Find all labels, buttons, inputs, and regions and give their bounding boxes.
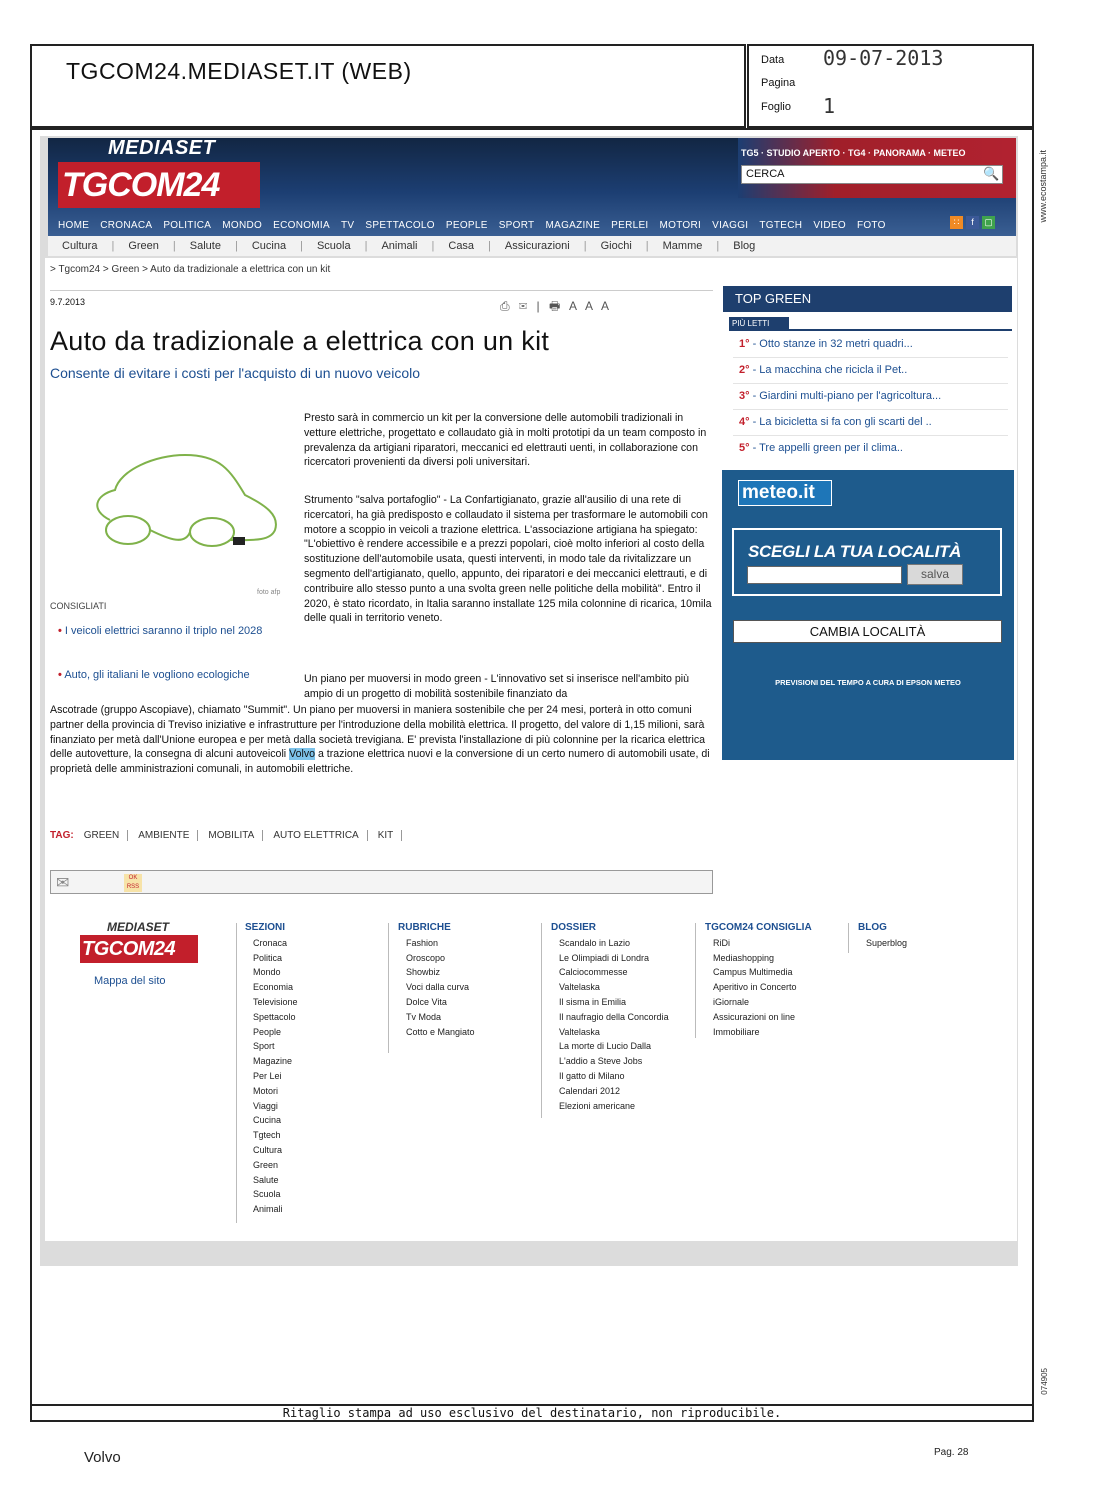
divider [50,290,713,291]
footer-link[interactable]: Elezioni americane [559,1100,636,1111]
footer-link[interactable]: Oroscopo [406,952,446,963]
divider [236,923,237,1223]
divider [733,383,1008,384]
footer-link[interactable]: Voci dalla curva [406,982,470,993]
footer-col-consiglia [705,921,812,1039]
data-label: Data [761,54,785,66]
tag-link[interactable]: MOBILITA [208,830,263,841]
pagina-label: Pagina [761,77,796,89]
meteo-title: SCEGLI LA TUA LOCALITÀ [748,542,962,561]
subnav-item[interactable]: Assicurazioni [504,240,570,252]
subnav-item[interactable]: Green [128,240,159,252]
share-bar [50,870,713,894]
subnav-item[interactable]: Casa [448,240,475,252]
nav-item[interactable]: FOTO [856,219,886,231]
nav-item[interactable]: PEOPLE [445,219,488,231]
footer-col-heading: RUBRICHE [398,922,451,933]
footer-link[interactable]: Economia [253,982,294,993]
consigliato-text: Auto, gli italiani le vogliono ecologiche [64,669,250,681]
footer-link[interactable]: Cultura [253,1144,283,1155]
data-value: 09-07-2013 [823,46,944,70]
footer-link[interactable]: Calendari 2012 [559,1085,621,1096]
network-links[interactable]: TG5 · STUDIO APERTO · TG4 · PANORAMA · METEO [741,148,966,158]
nav-item[interactable]: VIAGGI [712,219,749,231]
article-paragraph [50,703,716,777]
mail-icon[interactable]: ✉ [56,875,70,892]
sitemap-link[interactable]: Mappa del sito [94,975,166,987]
item-text: - La bicicletta si fa con gli scarti del .. [749,416,932,428]
top-green-item[interactable] [739,364,907,376]
nav-item[interactable]: TGTECH [759,219,803,231]
footer-link[interactable]: Scandalo in Lazio [559,937,631,948]
tab-underline [729,329,1012,331]
nav-item[interactable]: CRONACA [100,219,153,231]
subnav-item[interactable]: Giochi [600,240,632,252]
item-text: - Tre appelli green per il clima.. [749,442,903,454]
footer-link[interactable]: Il gatto di Milano [559,1070,625,1081]
footer-link[interactable]: Immobiliare [713,1026,760,1037]
footer-col-heading: TGCOM24 CONSIGLIA [705,922,812,933]
footer-link[interactable]: Politica [253,952,283,963]
meteo-save-button[interactable]: salva [907,564,963,585]
nav-item[interactable]: MAGAZINE [545,219,601,231]
divider [848,923,849,953]
footer-mediaset-logo[interactable]: MEDIASET [107,920,170,934]
footer-link[interactable]: Valtelaska [559,982,600,993]
footer-link[interactable]: Il sisma in Emilia [559,996,627,1007]
nav-item[interactable]: TV [340,219,355,231]
footer-link[interactable]: Cucina [253,1115,282,1126]
footer-link[interactable]: Tgtech [253,1130,281,1141]
item-text: - La macchina che ricicla il Pet.. [749,364,908,376]
footer-link[interactable]: La morte di Lucio Dalla [559,1041,652,1052]
footer-col-heading: DOSSIER [551,922,597,933]
paragraph-text: Ascotrade (gruppo Ascopiave), chiamato "Summit". Un piano per muoversi in maniera sostenibile che per 24 mesi, porterà in otto comuni partner della provincia di Treviso iniziative e infrastrutture per l'introduzione della mobilità elettrica. Il progetto, del valore di 1,15 milioni, sarà finanziato per metà dall'Unione europea e per metà dalla società trevigiana. E' prevista l'installazione di più colonnine per la ricarica elettrica delle autovetture, la consegna di alcuni autoveicoli [50,704,706,761]
subnav-item[interactable]: Cucina [251,240,287,252]
footer-link[interactable]: Mediashopping [713,952,775,963]
social-icons [950,216,995,229]
side-url: www.ecostampa.it [1038,150,1048,223]
top-green-item[interactable] [739,416,932,428]
rank: 3° [739,390,750,402]
rss-button[interactable]: OK RSS [124,874,142,892]
footer-link[interactable]: Assicurazioni on line [713,1011,796,1022]
side-code: 074905 [1040,1368,1049,1395]
paragraph-text: a trazione elettrica nuovi e la conversione di un certo numero di automobili usate, di proprietà delle amministrazioni comunali, in automobili elettriche. [50,748,710,776]
mediaset-logo[interactable]: MEDIASET [108,137,216,159]
item-text: - Otto stanze in 32 metri quadri... [749,338,913,350]
nav-item[interactable]: SPORT [498,219,535,231]
facebook-icon[interactable]: f [966,216,979,229]
divider [695,923,696,1038]
sub-nav: Cultura | Green | Salute | Cucina | Scuola | Animali | Casa | Assicurazioni | Giochi | Mamme | Blog [48,236,1016,256]
nav-item[interactable]: HOME [58,219,90,231]
foglio-label: Foglio [761,101,791,113]
consigliato-link[interactable]: • Auto, gli italiani le vogliono ecologiche [58,669,250,681]
divider [733,357,1008,358]
consigliato-link[interactable]: • I veicoli elettrici saranno il triplo nel 2028 [58,625,263,637]
article-paragraph: Presto sarà in commercio un kit per la conversione delle automobili tradizionali in vetture elettriche, progettato e collaudato già in molti prototipi da un team composto in prevalenza da artigiani riparatori, meccanici ed elettrauti uenti, in collaborazione con ricercatori provenienti da diversi poli universitari. [304,412,707,469]
tags-label: TAG: [50,830,74,841]
article-title: Auto da tradizionale a elettrica con un kit [50,326,550,356]
footer-link[interactable]: Motori [253,1085,279,1096]
footer-col-rubriche [398,921,475,1039]
footer-link[interactable]: Cotto e Mangiato [406,1026,475,1037]
footer-col-heading: SEZIONI [245,922,286,933]
article-paragraph: Strumento "salva portafoglio" - La Confartigianato, grazie all'ausilio di una rete di ricercatori, ha già predisposto e collaudato il sistema per trasformare le automobili con motore a scoppio in veicoli a trazione elettrica. L'associazione artigiana ha spiegato: "L'obiettivo è rendere accessibile e a prezzi popolari, cioè molto inferiori al costo della sostituzione dell'automobile usata, questi interventi, in modo tale da rivitalizzare un segmento dell'artigianato, quello, appunto, dei riparatori e dei meccanici elettrauti, e di contribuire allo stesso punto a una svolta green nelle politiche della mobilità". Entro il 2020, è stato ricordato, in Italia saranno installate 125 mila colonnine di ricarica, 10mila delle quali in territorio veneto. [304,494,712,625]
consigliati-heading: CONSIGLIATI [50,601,107,611]
rss-icon[interactable]: ∷ [950,216,963,229]
change-location-button[interactable]: CAMBIA LOCALITÀ [733,620,1002,643]
consigliato-text: I veicoli elettrici saranno il triplo nel 2028 [64,625,263,637]
rank: 1° [739,338,750,350]
footer-link[interactable]: Spettacolo [253,1011,296,1022]
top-green-title: TOP GREEN [735,291,812,306]
subnav-item[interactable]: Scuola [316,240,351,252]
footer-link[interactable]: L'addio a Steve Jobs [559,1056,643,1067]
article-tools[interactable]: ⎙ ✉ | 🖶 A A A [500,299,613,313]
foglio-value: 1 [823,94,836,118]
meteo-credit: PREVISIONI DEL TEMPO A CURA DI EPSON METEO [775,678,961,687]
search-icon[interactable]: 🔍 [983,166,1000,181]
disclaimer: Ritaglio stampa ad uso esclusivo del destinatario, non riproducibile. [282,1406,782,1420]
article-date: 9.7.2013 [50,297,86,307]
footer-link[interactable]: Televisione [253,996,298,1007]
subnav-item[interactable]: Animali [381,240,418,252]
divider [388,923,389,1053]
footer-col-dossier [551,921,669,1113]
footer-link[interactable]: Scuola [253,1189,281,1200]
meteo-location-box [732,528,1002,596]
nav-item[interactable]: VIDEO [813,219,846,231]
rank: 4° [739,416,750,428]
nav-item[interactable]: SPETTACOLO [365,219,435,231]
footer-link[interactable]: Valtelaska [559,1026,600,1037]
divider [541,923,542,1118]
footer-link[interactable]: Mondo [253,967,281,978]
footer-link[interactable]: Campus Multimedia [713,967,793,978]
breadcrumb[interactable]: > Tgcom24 > Green > Auto da tradizionale a elettrica con un kit [50,264,331,275]
footer-tgcom24-logo[interactable]: TGCOM24 [80,935,198,963]
footer-col-sezioni [245,921,298,1217]
tag-link[interactable]: GREEN [84,830,129,841]
tag-link[interactable]: AMBIENTE [138,830,198,841]
meteo-location-input[interactable] [747,566,902,584]
footer-link[interactable]: iGiornale [713,996,750,1007]
nav-item[interactable]: MOTORI [659,219,702,231]
item-text: - Giardini multi-piano per l'agricoltura... [749,390,942,402]
nav-item[interactable]: ECONOMIA [273,219,330,231]
article-subtitle: Consente di evitare i costi per l'acquisto di un nuovo veicolo [50,365,420,381]
footer-col-blog [858,921,907,951]
tag-link[interactable]: AUTO ELETTRICA [273,830,367,841]
footer-link[interactable]: Sport [253,1041,275,1052]
keyword-highlight: Volvo [289,748,316,761]
divider [733,409,1008,410]
footer-col-heading: BLOG [858,922,887,933]
footer-link[interactable]: Showbiz [406,967,441,978]
footer-link[interactable]: Per Lei [253,1070,282,1081]
tag-list [50,830,402,841]
search-placeholder: CERCA [746,168,785,180]
tgcom24-logo[interactable]: TGCOM24 [58,162,260,208]
subnav-item[interactable]: Salute [189,240,221,252]
top-green-item[interactable] [739,442,903,454]
cable-photo [50,400,295,590]
meteo-logo[interactable]: meteo.it [738,480,832,506]
footer-link[interactable]: Aperitivo in Concerto [713,982,797,993]
nav-item[interactable]: MONDO [222,219,263,231]
footer-link[interactable]: Viaggi [253,1100,278,1111]
footer-link[interactable]: Salute [253,1174,279,1185]
nav-item[interactable]: POLITICA [163,219,212,231]
top-green-item[interactable] [739,338,913,350]
keyword-label: Volvo [84,1449,121,1466]
nav-item[interactable]: PERLEI [611,219,649,231]
footer-link[interactable]: Magazine [253,1056,293,1067]
meteo-widget [722,470,1014,760]
rank: 5° [739,442,750,454]
footer-link[interactable]: RiDi [713,937,730,948]
footer-link[interactable]: Calciocommesse [559,967,628,978]
tag-link[interactable]: KIT [378,830,403,841]
subnav-item[interactable]: Cultura [62,240,98,252]
divider [733,435,1008,436]
rank: 2° [739,364,750,376]
share-icon[interactable]: ▢ [982,216,995,229]
footer-link[interactable]: People [253,1026,282,1037]
footer-link[interactable]: Animali [253,1204,283,1215]
footer-link[interactable]: Il naufragio della Concordia [559,1011,669,1022]
footer-link[interactable]: Le Olimpiadi di Londra [559,952,650,963]
main-nav [48,215,1016,235]
top-green-item[interactable] [739,390,941,402]
publication-name: TGCOM24.MEDIASET.IT (WEB) [66,58,412,84]
subnav-item[interactable]: Mamme [662,240,703,252]
footer-link[interactable]: Fashion [406,937,439,948]
footer-link[interactable]: Tv Moda [406,1011,442,1022]
footer-link[interactable]: Superblog [866,937,908,948]
footer-link[interactable]: Green [253,1159,279,1170]
tab-piu-letti[interactable]: PIÙ LETTI [729,317,789,330]
photo-credit: foto afp [257,589,281,596]
subnav-item[interactable]: Blog [733,240,756,252]
article-paragraph: Un piano per muoversi in modo green - L'innovativo set si inserisce nell'ambito più ampio di un progetto di mobilità sostenibile finanziato da [304,673,690,700]
footer-link[interactable]: Cronaca [253,937,288,948]
page-number: Pag. 28 [934,1447,969,1458]
header-source-box [30,44,746,128]
footer-link[interactable]: Dolce Vita [406,996,447,1007]
